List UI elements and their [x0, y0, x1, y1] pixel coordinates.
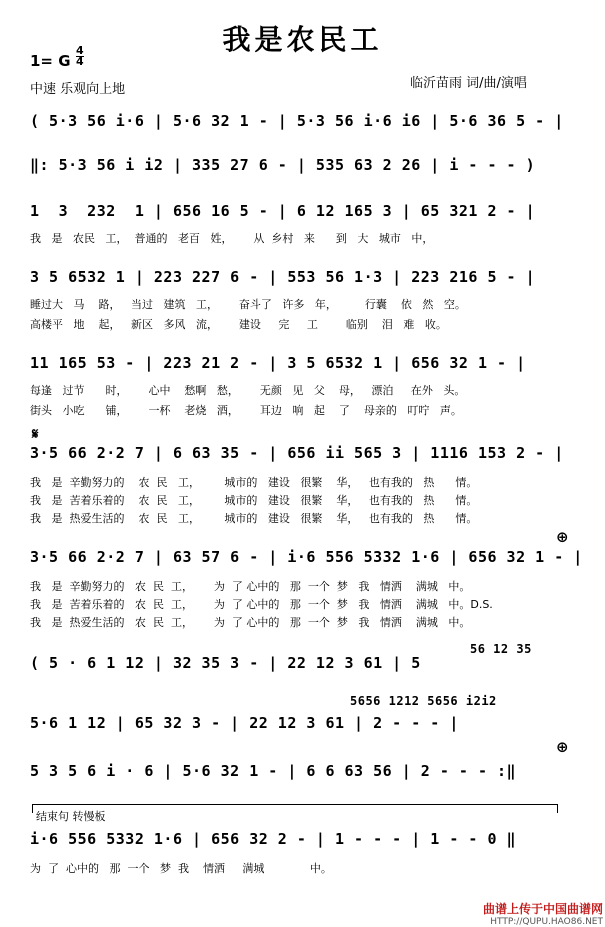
ending-bracket	[32, 804, 558, 813]
score-system-5: 11 165 53 - | 223 21 2 - | 3 5 6532 1 | 656 32 1 - |	[30, 354, 526, 372]
lyric-line: 我 是 辛勤努力的 农 民 工， 城市的 建设 很繁 华， 也有我的 热 情。	[30, 476, 478, 489]
lyric-line: 为 了 心中的 那 一个 梦 我 情洒 满城 中。	[30, 862, 332, 875]
coda-sign: ⊕	[556, 738, 569, 756]
score-system-2: ‖: 5·3 56 i i2 | 335 27 6 - | 535 63 2 26 | i - - - )	[30, 156, 536, 174]
score-system-8-tail: 56 12 35	[470, 642, 532, 656]
segno-sign: 𝄋	[32, 425, 39, 443]
lyric-line: 我 是 辛勤努力的 农 民 工， 为 了 心中的 那 一个 梦 我 情洒 满城 中。	[30, 580, 471, 593]
credit-line: 临沂苗雨 词/曲/演唱	[410, 76, 527, 91]
lyric-line: 我 是 热爱生活的 农 民 工， 城市的 建设 很繁 华， 也有我的 热 情。	[30, 512, 478, 525]
time-signature-bottom: 4	[76, 55, 84, 68]
site-name: 曲谱上传于中国曲谱网	[482, 902, 603, 916]
song-title: 我是农民工	[222, 23, 383, 56]
tempo-marking: 中速 乐观向上地	[30, 82, 126, 97]
site-url: HTTP://QUPU.HAO86.NET	[490, 917, 603, 927]
score-system-1: ( 5·3 56 i·6 | 5·6 32 1 - | 5·3 56 i·6 i6 | 5·6 36 5 - |	[30, 112, 564, 130]
lyric-line: 我 是 农民 工， 普通的 老百 姓， 从 乡村 来 到 大 城市 中，	[30, 232, 434, 245]
score-system-9: 5·6 1 12 | 65 32 3 - | 22 12 3 61 | 2 - - - |	[30, 714, 459, 732]
score-system-4: 3 5 6532 1 | 223 227 6 - | 553 56 1·3 | 223 216 5 - |	[30, 268, 536, 286]
lyric-line: 我 是 热爱生活的 农 民 工， 为 了 心中的 那 一个 梦 我 情洒 满城 中。	[30, 616, 471, 629]
lyric-line: 睡过大 马 路， 当过 建筑 工， 奋斗了 许多 年， 行囊 依 然 空。	[30, 298, 466, 311]
score-system-9-upper: 5656 1212 5656 i2i2	[350, 694, 497, 708]
score-system-7: 3·5 66 2·2 7 | 63 57 6 - | i·6 556 5332 1·6 | 656 32 1 - |	[30, 548, 583, 566]
time-signature	[76, 46, 84, 67]
coda-sign: ⊕	[556, 528, 569, 546]
time-signature-top: 4	[76, 44, 84, 57]
score-system-8: ( 5 · 6 1 12 | 32 35 3 - | 22 12 3 61 | 5	[30, 654, 421, 672]
ending-label: 结束句 转慢板	[36, 810, 106, 823]
score-system-10: 5 3 5 6 i · 6 | 5·6 32 1 - | 6 6 63 56 | 2 - - - :‖	[30, 762, 517, 780]
site-watermark	[468, 900, 603, 927]
score-system-3: 1 3 232 1 | 656 16 5 - | 6 12 165 3 | 65 321 2 - |	[30, 202, 536, 220]
score-ending: i·6 556 5332 1·6 | 656 32 2 - | 1 - - - | 1 - - 0 ‖	[30, 830, 517, 848]
lyric-line: 我 是 苦着乐着的 农 民 工， 城市的 建设 很繁 华， 也有我的 热 情。	[30, 494, 478, 507]
lyric-line: 每逢 过节 时， 心中 愁啊 愁， 无颜 见 父 母， 漂泊 在外 头。	[30, 384, 466, 397]
lyric-line: 街头 小吃 铺， 一杯 老烧 酒， 耳边 响 起 了 母亲的 叮咛 声。	[30, 404, 462, 417]
score-system-6: 3·5 66 2·2 7 | 6 63 35 - | 656 ii 565 3 | 1116 153 2 - |	[30, 444, 564, 462]
lyric-line: 高楼平 地 起， 新区 多风 流， 建设 完 工 临别 泪 难 收。	[30, 318, 447, 331]
lyric-line: 我 是 苦着乐着的 农 民 工， 为 了 心中的 那 一个 梦 我 情洒 满城 中。D.S.	[30, 598, 493, 611]
key-signature: 1= G	[30, 52, 71, 70]
